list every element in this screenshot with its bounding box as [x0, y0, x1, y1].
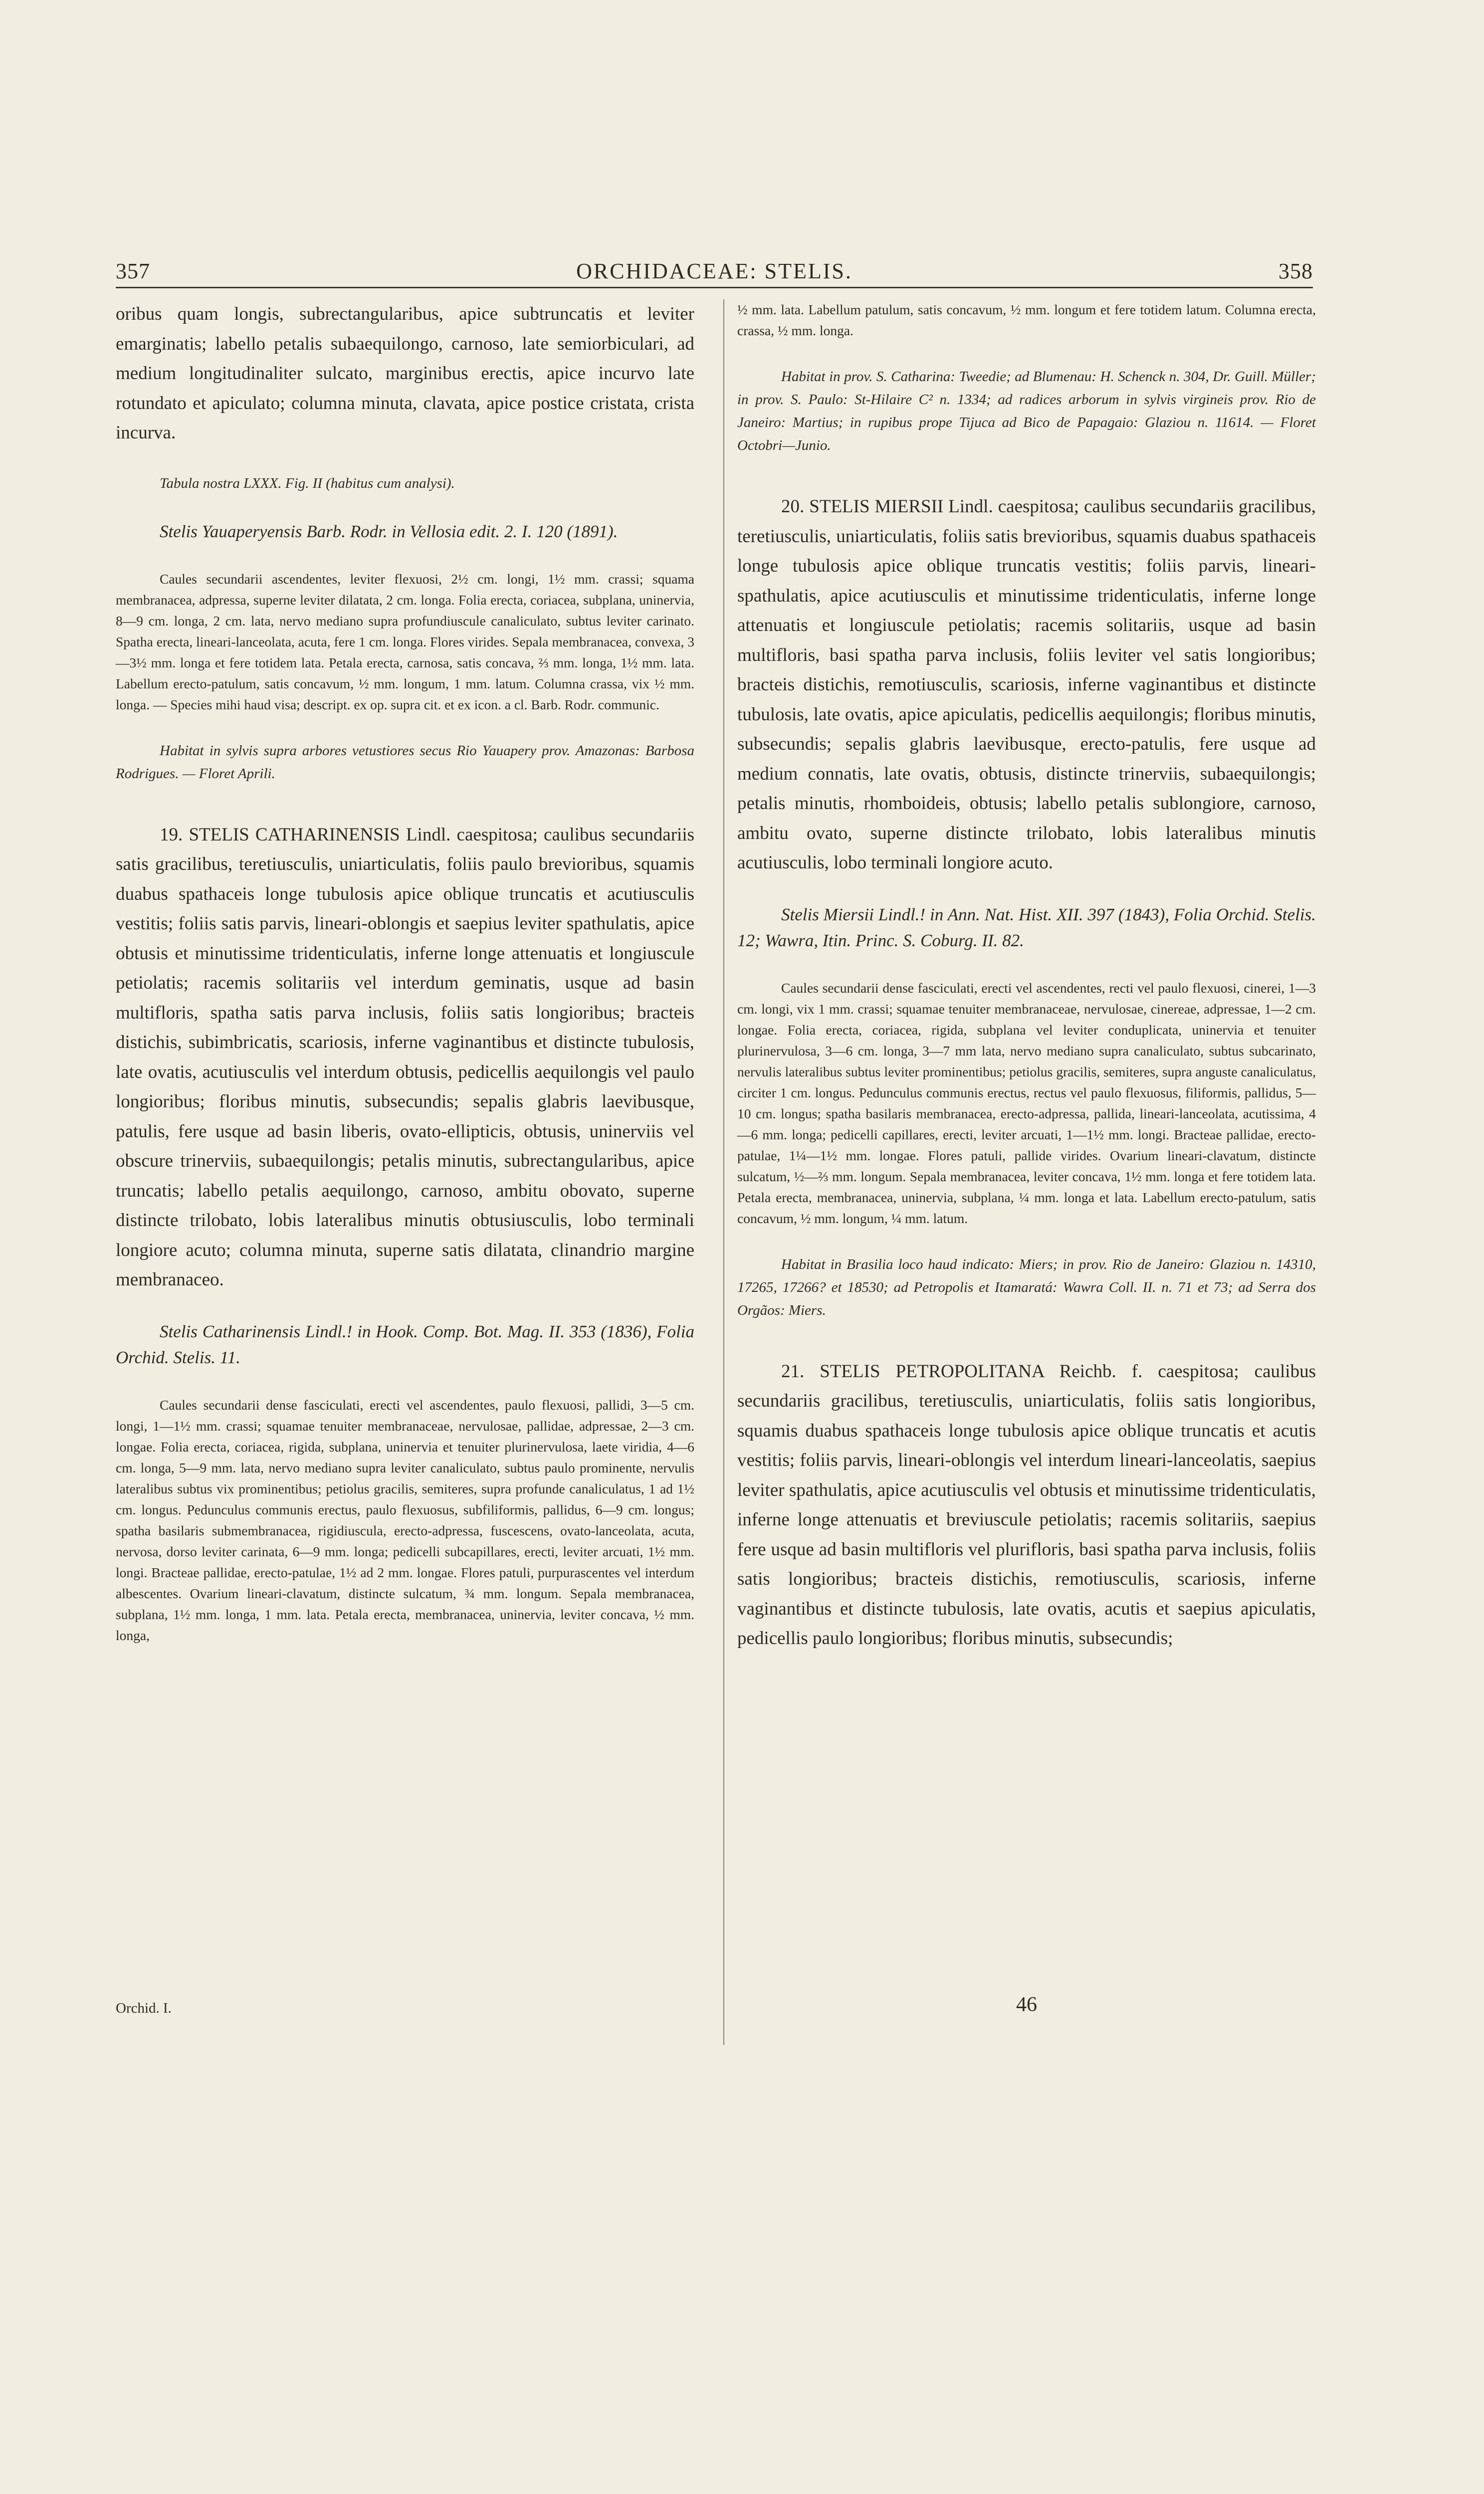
- header-rule: [116, 287, 1313, 288]
- species-19-synonym: Stelis Catharinensis Lindl.! in Hook. Comp. Bot. Mag. II. 353 (1836), Folia Orchid. Stelis. 11.: [116, 1321, 694, 1367]
- running-title: ORCHIDACEAE: STELIS.: [576, 259, 852, 283]
- species-20-synonym: Stelis Miersii Lindl.! in Ann. Nat. Hist. XII. 397 (1843), Folia Orchid. Stelis. 12; Wawra, Itin. Princ. S. Coburg. II. 82.: [737, 904, 1316, 950]
- page-number-right: 358: [1278, 259, 1313, 283]
- left-column: [116, 299, 694, 1646]
- species-20-habitat: Habitat in Brasilia loco haud indicato: Miers; in prov. Rio de Janeiro: Glaziou n. 14310, 17265, 17266? et 18530; ad Petropolis et Itamaratá: Wawra Coll. II. n. 71 et 73; ad Serra dos Orgãos: Miers.: [737, 1256, 1316, 1318]
- description-text: Caules secundarii ascendentes, leviter flexuosi, 2½ cm. longi, 1½ mm. crassi; squama membranacea, adpressa, superne leviter dilatata, 2 cm. longa. Folia erecta, coriacea, subplana, uninervia, 8—9 cm. longa, 2 cm. lata, nervo mediano supra profundiuscule canaliculato, subtus leviter carinato. Spatha erecta, lineari-lanceolata, acuta, fere 1 cm. longa. Flores virides. Sepala membranacea, convexa, 3—3½ mm. longa et fere totidem lata. Petala erecta, carnosa, satis concava, ⅔ mm. longa, 1½ mm. lata. Labellum erecto-patulum, satis concavum, ½ mm. longum, 1 mm. latum. Columna crassa, vix ½ mm. longa. — Species mihi haud visa; descript. ex op. supra cit. et ex icon. a cl. Barb. Rodr. communic.: [116, 571, 694, 712]
- synonym-citation: Stelis Yauaperyensis Barb. Rodr. in Vellosia edit. 2. I. 120 (1891).: [160, 521, 618, 541]
- footer-signature: Orchid. I.: [116, 2000, 172, 2016]
- running-header: [116, 258, 1313, 288]
- species-20-diagnosis: 20. STELIS MIERSII Lindl. caespitosa; caulibus secundariis gracilibus, teretiusculis, uniarticulatis, foliis satis brevioribus, squamis duabus spathaceis longe tubulosis apice oblique truncatis vestitis; foliis parvis, lineari-spathulatis, apice acutiusculis et minutissime tridenticulatis, inferne longe attenuatis et longiuscule petiolatis; racemis solitariis, usque ad basin multifloris, basi spatha parva inclusis, foliis leviter vel satis longioribus; bracteis distichis, remotiusculis, scariosis, inferne vaginantibus et distincte tubulosis, late ovatis, apice apiculatis, pedicellis aequilongis; floribus minutis, subsecundis; sepalis glabris laevibusque, erecto-patulis, fere usque ad medium connatis, late ovatis, obtusis, distincte trinerviis, subaequilongis; petalis minutis, rhomboideis, obtusis; labello petalis sublongiore, carnoso, ambitu ovato, superne distincte trilobato, lobis lateralibus minutis acutiusculis, lobo terminali longiore acuto.: [737, 496, 1316, 873]
- footer-sheet-number: 46: [1016, 1993, 1037, 2016]
- page-number-left: 357: [116, 259, 150, 283]
- plate-reference: Tabula nostra LXXX. Fig. II (habitus cum analysi).: [160, 475, 455, 491]
- paragraph-continuation: oribus quam longis, subrectangularibus, apice subtruncatis et leviter emarginatis; labello petalis subaequilongo, carnoso, late semiorbiculari, ad medium longitudinaliter sulcato, marginibus erectis, apice incurvo late rotundato et apiculato; columna minuta, clavata, apice postice cristata, crista incurva.: [116, 304, 694, 443]
- species-21-diagnosis: 21. STELIS PETROPOLITANA Reichb. f. caespitosa; caulibus secundariis gracilibus, teretiusculis, uniarticulatis, foliis satis longioribus, squamis duabus spathaceis longe tubulosis apice oblique truncatis et acutis vestitis; foliis parvis, lineari-oblongis vel interdum lineari-lanceolatis, saepius leviter spathulatis, apice acutiusculis vel obtusis et minutissime tridenticulatis, inferne longe attenuatis et breviuscule petiolatis; racemis solitariis, saepius fere usque ad basin multifloris vel plurifloris, basi spatha parva inclusis, foliis satis longioribus; bracteis distichis, remotiusculis, scariosis, inferne vaginantibus et distincte tubulosis, late ovatis, acutis et saepius apiculatis, pedicellis paulo longioribus; floribus minutis, subsecundis;: [737, 1361, 1316, 1649]
- description-continuation: ½ mm. lata. Labellum patulum, satis concavum, ½ mm. longum et fere totidem latum. Columna erecta, crassa, ½ mm. longa.: [737, 302, 1316, 338]
- habitat-text: Habitat in sylvis supra arbores vetustiores secus Rio Yauapery prov. Amazonas: Barbosa Rodrigues. — Floret Aprili.: [116, 742, 694, 782]
- species-20-description: Caules secundarii dense fasciculati, erecti vel ascendentes, recti vel paulo flexuosi, cinerei, 1—3 cm. longi, vix 1 mm. crassi; squamae tenuiter membranaceae, nervulosae, cinereae, adpressae, 1—2 cm. longae. Folia erecta, coriacea, rigida, subplana vel leviter conduplicata, uninervia et tenuiter plurinervulosa, 3—6 cm. longa, 3—7 mm lata, nervo mediano supra canaliculato, subtus subcarinato, nervulis lateralibus subtus leviter prominentibus; petiolus gracilis, semiteres, supra anguste canaliculatus, circiter 1 cm. longus. Pedunculus communis erectus, rectus vel paulo flexuosus, filiformis, pallidus, 5—10 cm. longus; spatha basilaris membranacea, erecto-adpressa, pallida, lineari-lanceolata, acutissima, 4—6 mm. longa; pedicelli capillares, erecti, leviter arcuati, 1—1½ mm. longi. Bracteae pallidae, erecto-patulae, 1¼—1½ mm. longae. Flores patuli, pallide virides. Ovarium lineari-clavatum, distincte sulcatum, ½—⅔ mm. longum. Sepala membranacea, leviter concava, 1½ mm. longa et fere totidem lata. Petala erecta, membranacea, uninervia, subplana, ¼ mm. longa et lata. Labellum erecto-patulum, satis concavum, ½ mm. longum, ¼ mm. latum.: [737, 980, 1316, 1226]
- species-19-diagnosis: 19. STELIS CATHARINENSIS Lindl. caespitosa; caulibus secundariis satis gracilibus, teretiusculis, uniarticulatis, foliis paulo brevioribus, squamis duabus spathaceis longe tubulosis apice oblique truncatis et acutiusculis vestitis; foliis satis parvis, lineari-oblongis et saepius leviter spathulatis, apice obtusis et minutissime tridenticulatis, inferne longe attenuatis et longiuscule petiolatis; racemis solitariis vel interdum geminatis, usque ad basin multifloris, spatha satis parva inclusis, foliis satis longioribus; bracteis distichis, subimbricatis, scariosis, inferne vaginantibus et distincte tubulosis, late ovatis, acutiusculis vel interdum obtusis, pedicellis aequilongis vel paulo longioribus; floribus minutis, subsecundis; sepalis glabris laevibusque, patulis, fere usque ad basin liberis, ovato-ellipticis, obtusis, uninerviis vel obscure trinerviis, subaequilongis; petalis minutis, subrectangularibus, apice truncatis; labello petalis aequilongo, carnoso, ambitu obovato, superne distincte trilobato, lobis lateralibus minutis obtusiusculis, lobo terminali longiore acuto; columna minuta, superne satis dilatata, clinandrio margine membranaceo.: [116, 824, 694, 1290]
- column-divider: [723, 299, 724, 2045]
- right-column: [737, 299, 1316, 1654]
- species-19-description: Caules secundarii dense fasciculati, erecti vel ascendentes, paulo flexuosi, pallidi, 3—5 cm. longi, 1—1½ mm. crassi; squamae tenuiter membranaceae, nervulosae, pallidae, adpressae, 2—3 cm. longae. Folia erecta, coriacea, rigida, subplana, uninervia et tenuiter plurinervulosa, laete viridia, 4—6 cm. longa, 5—9 mm. lata, nervo mediano supra leviter canaliculato, subtus paulo prominente, nervulis lateralibus subtus vix prominentibus; petiolus gracilis, semiteres, supra profunde canaliculatus, 1 ad 1½ cm. longus. Pedunculus communis erectus, paulo flexuosus, subfiliformis, pallidus, 6—9 cm. longus; spatha basilaris submembranacea, rigidiuscula, erecto-adpressa, fuscescens, ovato-lanceolata, acuta, nervosa, dorso leviter carinata, 6—9 mm. longa; pedicelli subcapillares, erecti, leviter arcuati, 1½ mm. longi. Bracteae pallidae, erecto-patulae, 1½ ad 2 mm. longae. Flores patuli, purpurascentes vel interdum albescentes. Ovarium lineari-clavatum, distincte sulcatum, ¾ mm. longum. Sepala membranacea, subplana, 1½ mm. longa, 1 mm. lata. Petala erecta, membranacea, uninervia, leviter concava, ½ mm. longa,: [116, 1397, 694, 1643]
- species-19-habitat: Habitat in prov. S. Catharina: Tweedie; ad Blumenau: H. Schenck n. 304, Dr. Guill. Müller; in prov. S. Paulo: St-Hilaire C² n. 1334; ad radices arborum in sylvis virgineis prov. Rio de Janeiro: Martius; in rupibus prope Tijuca ad Bico de Papagaio: Glaziou n. 11614. — Floret Octobri—Junio.: [737, 369, 1316, 453]
